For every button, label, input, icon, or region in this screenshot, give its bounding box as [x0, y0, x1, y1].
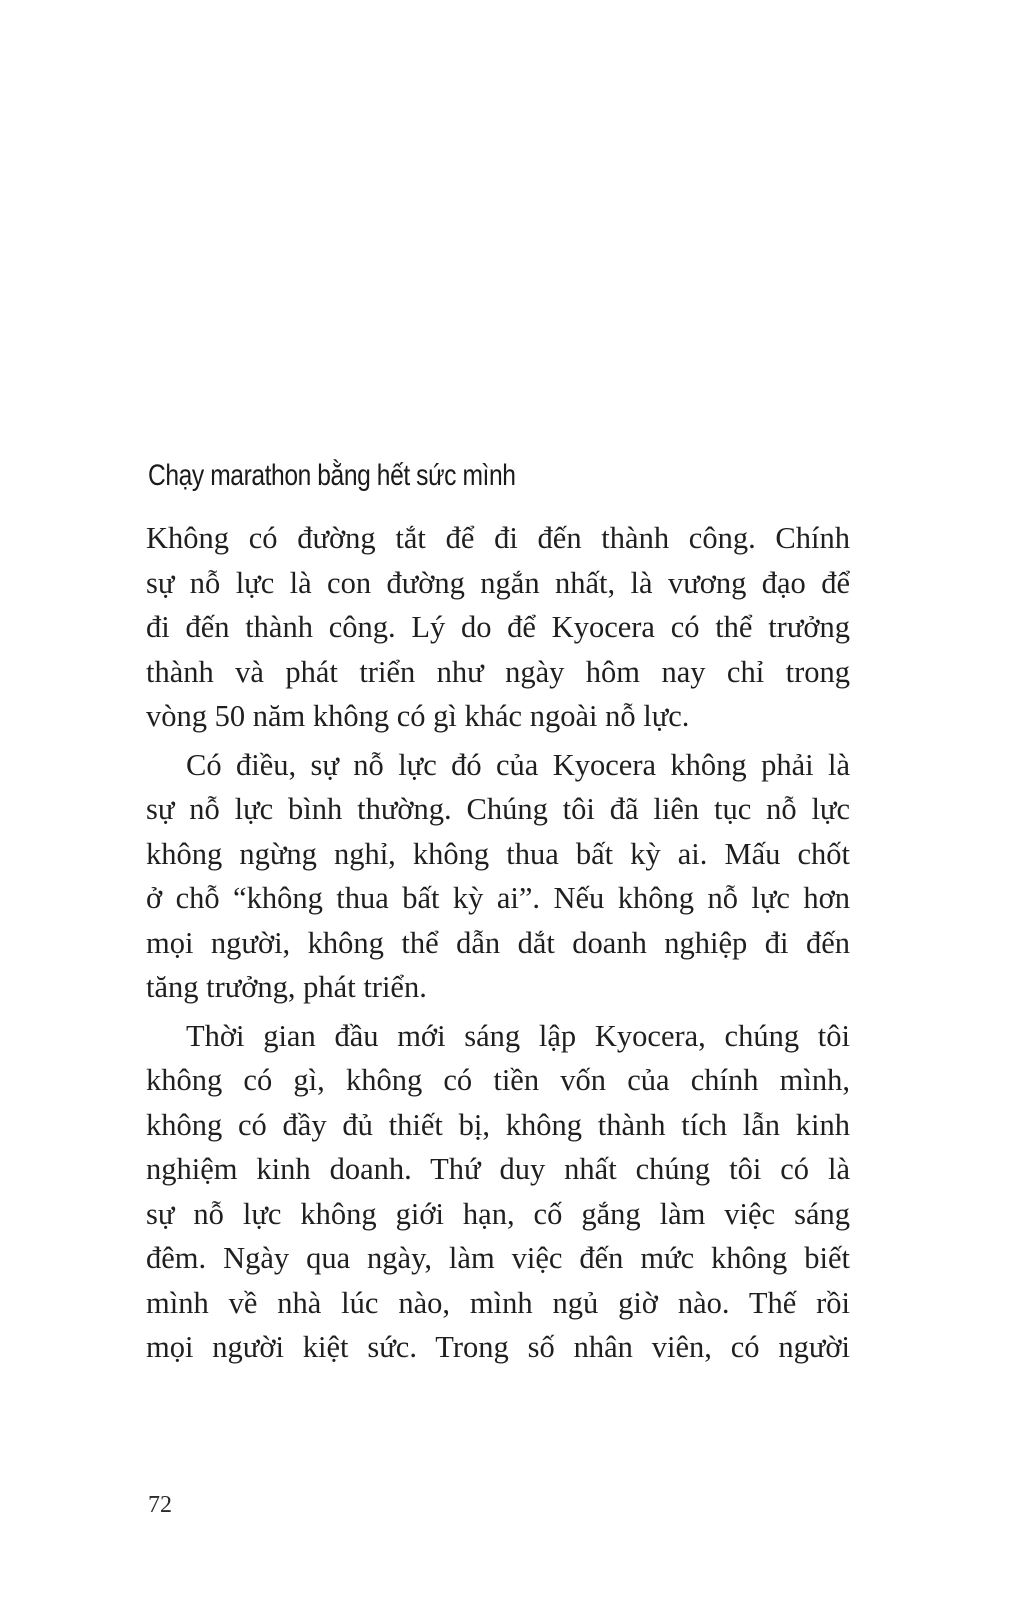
paragraph-1 — [146, 516, 850, 739]
paragraph-line: Thời gian đầu mới sáng lập Kyocera, chúng tôi — [186, 1018, 850, 1053]
paragraph-3 — [146, 1014, 850, 1370]
paragraph-line: không ngừng nghỉ, không thua bất kỳ ai. Mấu chốt — [146, 836, 850, 871]
paragraph-line: tăng trưởng, phát triển. — [146, 970, 427, 1004]
paragraph-line: Không có đường tắt để đi đến thành công. Chính — [146, 521, 850, 555]
paragraph-line: đêm. Ngày qua ngày, làm việc đến mức không biết — [146, 1241, 850, 1275]
paragraph-line: sự nỗ lực không giới hạn, cố gắng làm việc sáng — [146, 1196, 850, 1231]
paragraph-line: không có gì, không có tiền vốn của chính mình, — [146, 1063, 850, 1097]
paragraph-line: mình về nhà lúc nào, mình ngủ giờ nào. Thế rồi — [146, 1285, 850, 1320]
section-heading: Chạy marathon bằng hết sức mình — [148, 459, 516, 492]
paragraph-line: mọi người, không thể dẫn dắt doanh nghiệp đi đến — [146, 925, 850, 960]
body-text — [146, 516, 850, 1374]
paragraph-line: sự nỗ lực là con đường ngắn nhất, là vương đạo để — [146, 565, 850, 600]
paragraph-line: vòng 50 năm không có gì khác ngoài nỗ lực. — [146, 699, 690, 733]
paragraph-line: nghiệm kinh doanh. Thứ duy nhất chúng tôi có là — [146, 1152, 850, 1186]
paragraph-line: đi đến thành công. Lý do để Kyocera có thể trưởng — [146, 610, 850, 644]
paragraph-line: thành và phát triển như ngày hôm nay chỉ trong — [146, 654, 850, 689]
paragraph-line: không có đầy đủ thiết bị, không thành tích lẫn kinh — [146, 1107, 850, 1142]
paragraph-line: Có điều, sự nỗ lực đó của Kyocera không phải là — [186, 747, 850, 782]
paragraph-line: mọi người kiệt sức. Trong số nhân viên, có người — [146, 1330, 850, 1364]
paragraph-line: ở chỗ “không thua bất kỳ ai”. Nếu không nỗ lực hơn — [146, 881, 850, 915]
paragraph-2 — [146, 743, 850, 1010]
page-number: 72 — [148, 1492, 172, 1518]
paragraph-line: sự nỗ lực bình thường. Chúng tôi đã liên tục nỗ lực — [146, 792, 850, 826]
